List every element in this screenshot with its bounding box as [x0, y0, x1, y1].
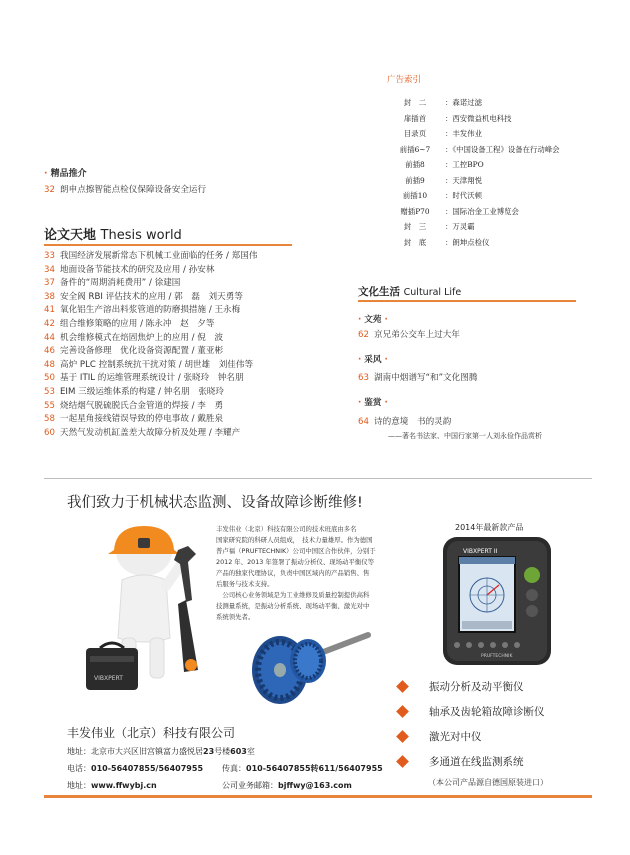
- bottom-rule: [44, 795, 592, 798]
- ad-headline: 我们致力于机械状态监测、设备故障诊断维修!: [67, 495, 363, 511]
- case-label: VIBXPERT: [94, 675, 123, 682]
- diamond-icon: [396, 755, 409, 768]
- device-maker: PRUFTECHNIK: [481, 654, 513, 659]
- thesis-item[interactable]: 60 天然气发动机缸盖差大故障分析及处理 / 李耀产: [44, 427, 241, 438]
- ad-index-row: 前插8 ：工控BPO: [405, 160, 484, 169]
- culture-title: 文化生活 Cultural Life: [358, 286, 462, 298]
- thesis-title: 论文天地 Thesis world: [44, 228, 182, 243]
- thesis-item[interactable]: 55 烧结烟气脱硫脱氏合金管道的焊接 / 李 勇: [44, 400, 224, 411]
- feature-item: 轴承及齿轮箱故障诊断仪: [398, 704, 545, 719]
- ad-index-row: 目录页 ：丰发伟业: [403, 129, 482, 138]
- culture-heading-jianshang: · 鉴赏 ·: [358, 396, 388, 408]
- intro-line: 后服务与技术支持。: [216, 580, 274, 588]
- diamond-icon: [396, 680, 409, 693]
- ad-index-row: 前插10 ：时代沃顿: [402, 191, 482, 200]
- diamond-icon: [396, 730, 409, 743]
- thesis-item[interactable]: 37 备件的“周期消耗费用” / 徐建国: [44, 278, 181, 289]
- thesis-item[interactable]: 50 基于 ITIL 的运维管理系统设计 / 张晓玲 钟名朋: [44, 373, 244, 384]
- features-note: （本公司产品源自德国原装进口）: [428, 778, 548, 787]
- device-brand: VIBXPERT II: [463, 548, 498, 555]
- intro-line: 公司核心业务领域是为工业维修及质量控制提供高科: [216, 591, 370, 599]
- device-button-green: [524, 567, 540, 583]
- intro-line: 技测量系统，是振动分析系统、现场动平衡、激光对中: [216, 602, 370, 610]
- featured-item[interactable]: 32 朗申点擦智能点检仪保障设备安全运行: [44, 185, 207, 195]
- intro-line: 普卢福（PRUFTECHNIK）公司中国区合作伙伴，分别于: [216, 547, 376, 555]
- culture-item[interactable]: 64 诗的意境 书的灵韵: [358, 417, 452, 427]
- ad-index-row: 前插6~7 ：《中国设备工程》设备在行动峰会: [399, 144, 560, 154]
- thesis-rule: [44, 244, 292, 246]
- thesis-item[interactable]: 44 机会维修模式在焙固焦炉上的应用 / 倪 波: [44, 332, 224, 343]
- ad-index-row: 封 三 ：万灵霸: [403, 222, 475, 231]
- ad-top-rule: [44, 478, 592, 479]
- ad-index-row: 前插9 ：天津翔悦: [405, 175, 482, 185]
- company-phone: 电话：010-56407855/56407955: [67, 764, 204, 773]
- featured-heading: · 精品推介: [44, 169, 87, 179]
- feature-item: 激光对中仪: [398, 729, 482, 744]
- intro-line: 2012 年、2013 年签署了振动分析仪、现场动平衡仪等: [216, 558, 375, 566]
- feature-item: 多通道在线监测系统: [398, 754, 524, 769]
- culture-item[interactable]: 62 京兄弟公交车上过大年: [358, 330, 460, 340]
- intro-line: 系统领先者。: [216, 613, 255, 621]
- culture-rule: [358, 300, 576, 302]
- vibxpert-device: [437, 533, 557, 668]
- thesis-item[interactable]: 34 地面设备节能技术的研究及应用 / 孙安林: [44, 264, 215, 275]
- thesis-item[interactable]: 48 高炉 PLC 控制系统抗干扰对策 / 胡世雄 刘佳伟等: [44, 359, 254, 370]
- thesis-item[interactable]: 53 EIM 三级运维体系的构建 / 钟名朋 张晓玲: [44, 387, 224, 397]
- product-label: 2014年最新款产品: [455, 523, 524, 532]
- thesis-item[interactable]: 58 一起星角接线错误导致的停电事故 / 戴胜泉: [44, 414, 224, 425]
- thesis-item[interactable]: 41 氧化铝生产溶出料浆管道的防磨损措施 / 王永梅: [44, 305, 241, 316]
- intro-line: 国家研究院的科研人员组成， 技术力量雄厚。作为德国: [216, 536, 373, 544]
- ad-intro: [216, 524, 426, 623]
- culture-note: ——著名书法家、中国行家第一人刘永俭作品赏析: [388, 432, 542, 440]
- company-address: 地址：北京市大兴区旧宫镇富力盛悦居23号楼603室: [67, 747, 255, 756]
- intro-line: 丰发伟业（北京）科技有限公司的技术班底由多名: [216, 525, 357, 533]
- ad-index-row: 封 二 ：森诺过滤: [403, 98, 482, 107]
- company-website[interactable]: 地址：www.ffwybj.cn: [67, 781, 157, 790]
- ad-index-row: 赠插P70 ：国际冶金工业博览会: [400, 206, 519, 216]
- thesis-item[interactable]: 42 组合维修策略的应用 / 陈永冲 赵 夕等: [44, 319, 215, 329]
- culture-heading-wenyuan: · 文苑 ·: [358, 313, 388, 325]
- diamond-icon: [396, 705, 409, 718]
- ad-index-row: 封 底 ：朗坤点检仪: [403, 237, 490, 247]
- company-name: 丰发伟业（北京）科技有限公司: [67, 726, 236, 740]
- culture-item[interactable]: 63 湖南中烟谱写“和”文化图腾: [358, 373, 478, 383]
- carrying-case: [82, 640, 142, 692]
- feature-item: 振动分析及动平衡仪: [398, 679, 524, 694]
- culture-heading-caifeng: · 采风 ·: [358, 353, 388, 365]
- thesis-item[interactable]: 33 我国经济发展新常态下机械工业面临的任务 / 郑国伟: [44, 251, 258, 261]
- ad-index-row: 扉插首 ：西安微益机电科技: [403, 113, 512, 123]
- gear-illustration: [228, 615, 373, 710]
- company-fax: 传真：010-56407855转611/56407955: [222, 764, 383, 773]
- ad-index-title: 广告索引: [387, 75, 422, 85]
- company-email[interactable]: 公司业务邮箱：bjffwy@163.com: [222, 781, 352, 790]
- thesis-item[interactable]: 46 完善设备修理 优化设备资源配置 / 董亚彬: [44, 346, 224, 357]
- thesis-item[interactable]: 38 安全阀 RBI 评估技术的应用 / 郭 磊 刘天勇等: [44, 291, 243, 302]
- intro-line: 产品的独家代理协议，负责中国区域内的产品销售、售: [216, 569, 370, 577]
